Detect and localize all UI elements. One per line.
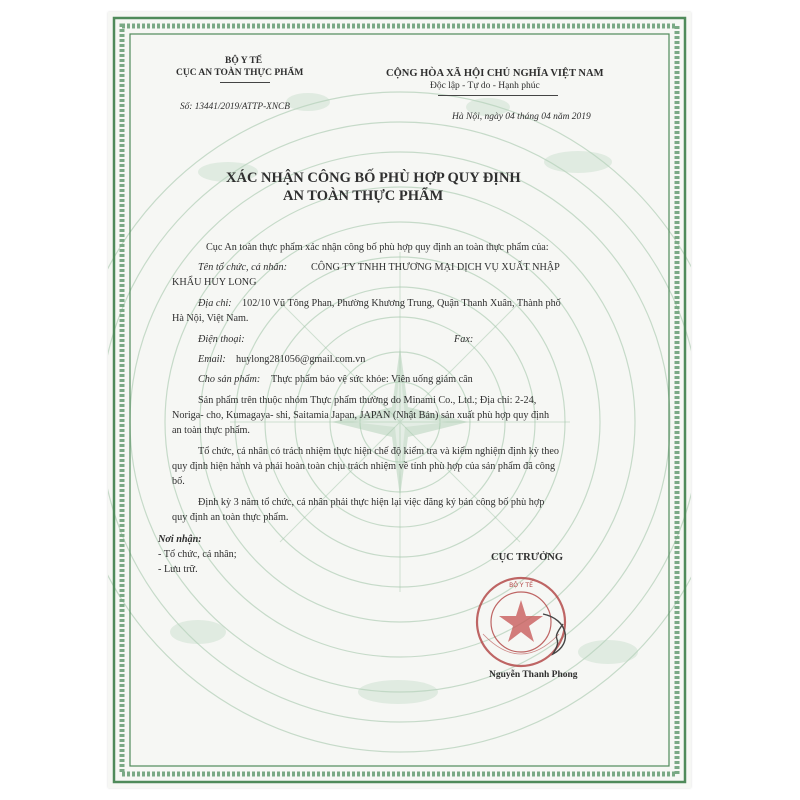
department-name: CỤC AN TOÀN THỰC PHẨM [176,68,304,78]
address-label: Địa chỉ: [198,298,232,309]
official-seal [473,574,583,674]
product-label: Cho sản phẩm: [198,374,261,385]
paragraph1-line1: Sản phẩm trên thuộc nhóm Thực phẩm thường do Minami Co., Ltd.; Địa chỉ: 2-24, [198,395,537,406]
signer-name: Nguyễn Thanh Phong [489,670,578,680]
phone-label: Điện thoại: [198,334,245,345]
paragraph3-line1: Định kỳ 3 năm tổ chức, cá nhân phải thực hiện lại việc đăng ký bản công bố phù hợp [198,497,545,508]
paragraph2-line1: Tổ chức, cá nhân có trách nhiệm thực hiện chế độ kiểm tra và kiểm nghiệm định kỳ theo [198,446,559,457]
intro-text: Cục An toàn thực phẩm xác nhận công bố phù hợp quy định an toàn thực phẩm của: [206,242,549,253]
paragraph1-line2: Noriga- cho, Kumagaya- shi, Saitamia Japan, JAPAN (Nhật Bản) sản xuất phù hợp quy định [172,410,550,421]
paragraph3-line2: quy định an toàn thực phẩm. [172,512,289,523]
org-label: Tên tổ chức, cá nhân: [198,262,288,273]
email-value: huylong281056@gmail.com.vn [236,354,366,365]
ministry-name: BỘ Y TẾ [225,56,263,66]
paragraph2-line2: quy định hiện hành và phải hoàn toàn chịu trách nhiệm về tính phù hợp của sản phẩm đã công [172,461,556,472]
org-value-line2: KHẨU HUY LONG [172,277,257,288]
address-line2: Hà Nội, Việt Nam. [172,313,249,324]
republic-name: CỘNG HÒA XÃ HỘI CHỦ NGHĨA VIỆT NAM [386,68,604,79]
document-title-line2: AN TOÀN THỰC PHẨM [283,188,444,204]
email-label: Email: [198,354,226,365]
document-title-line1: XÁC NHẬN CÔNG BỐ PHÙ HỢP QUY ĐỊNH [226,170,521,186]
paragraph1-line3: an toàn thực phẩm. [172,425,250,436]
place-and-date: Hà Nội, ngày 04 tháng 04 năm 2019 [452,112,591,122]
paragraph2-line3: bố. [172,476,185,487]
product-value: Thực phẩm bảo vệ sức khỏe: Viên uống giảm cân [271,374,473,385]
recipients-label: Nơi nhận: [158,534,202,545]
header-right-rule [438,95,558,96]
certificate-page [108,12,691,788]
org-value-line1: CÔNG TY TNHH THƯƠNG MẠI DỊCH VỤ XUẤT NHẬP [311,262,560,273]
national-motto: Độc lập - Tự do - Hạnh phúc [430,81,540,91]
seal-top-text: BỘ Y TẾ [509,582,533,589]
fax-label: Fax: [454,334,474,345]
recipient-item-1: - Tổ chức, cá nhân; [158,549,237,560]
signer-role: CỤC TRƯỞNG [491,552,564,563]
signature-stroke [543,614,565,654]
header-left-rule [220,82,270,83]
recipient-item-2: - Lưu trữ. [158,564,198,575]
document-number: Số: 13441/2019/ATTP-XNCB [180,102,290,112]
address-line1: 102/10 Vũ Tông Phan, Phường Khương Trung, Quận Thanh Xuân, Thành phố [242,298,561,309]
